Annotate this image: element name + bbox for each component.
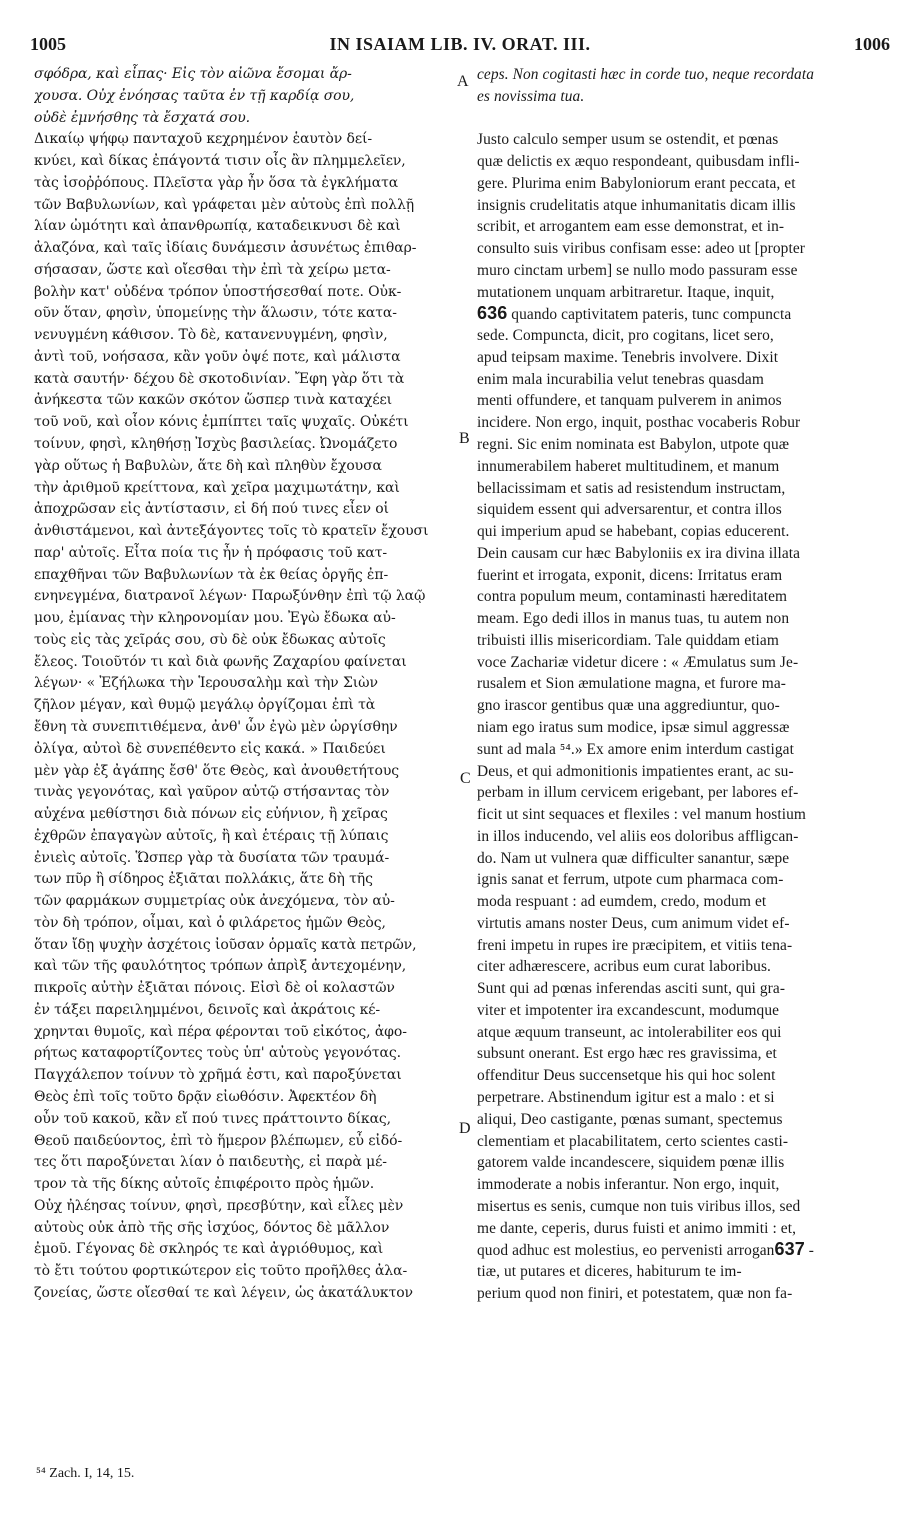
- text-line: κατὰ σαυτήν· δέχου δὲ σκοτοδινίαν. Ἔφη γὰρ ὅτι τὰ: [34, 370, 405, 387]
- verse-line: es novissima tua.: [477, 87, 585, 105]
- text-line: λίαν ὠμότητι καὶ ἀπανθρωπίᾳ, καταδεικνυσι δὲ καὶ: [34, 218, 401, 235]
- text-line: contra populum meum, contaminasti hæreditatem: [477, 588, 788, 606]
- text-line: quæ delictis ex æquo respondeant, quibusdam infli-: [477, 153, 800, 171]
- text-line: meam. Ego dedi illos in manus tuas, tu autem non: [477, 610, 790, 628]
- text-line: ἀντὶ τοῦ, νοήσασα, κἂν γοῦν ὀψέ ποτε, καὶ μάλιστα: [34, 348, 401, 365]
- text-line: τὰς ἰσοῤῥόπους. Πλεῖστα γὰρ ἦν ὅσα τὰ ἐγκλήματα: [34, 174, 399, 191]
- text-line: virtutis amans noster Deus, cum animum videt ef-: [477, 914, 790, 932]
- text-line: μου, ἐμίανας τὴν κληρονομίαν μου. Ἐγὼ ἔδωκα αὐ-: [34, 610, 396, 627]
- text-line: τῶν φαρμάκων συμμετρίας οὐκ ἀνεχόμενα, τὸν αὐ-: [34, 893, 395, 910]
- text-line: ἀποχρῶσαν εἰς ἀντίστασιν, εἰ δή πού τινες εἶεν οἱ: [34, 501, 389, 518]
- text-line: gatorem valde incandescere, siquidem pœnæ illis: [477, 1154, 785, 1172]
- verse-line: ceps. Non cogitasti hæc in corde tuo, neque recordata: [477, 66, 814, 83]
- text-line: αὐτοὺς οὐκ ἀπὸ τῆς σῆς ἰσχύος, δόντος δὲ μᾶλλον: [34, 1219, 390, 1236]
- text-line: offenditur Deus succensetque his qui hoc solent: [477, 1067, 776, 1085]
- text-line: niam ego iratus sum modice, ipsæ simul aggressæ: [477, 718, 790, 736]
- text-line: ἐχθρῶν ἐπαγαγὼν αὐτοῖς, ἢ καὶ ἑτέραις τῇ λύπαις: [34, 827, 389, 844]
- text-line: mutationem unquam arbitraretur. Itaque, inquit,: [477, 283, 775, 301]
- text-line: citer adhærescere, acribus eum curat laboribus.: [477, 958, 772, 976]
- text-line: moda respuant : ad eumdem, credo, modum et: [477, 893, 767, 911]
- text-line: τοὺς εἰς τὰς χεῖράς σου, σὺ δὲ οὐκ ἔδωκας αὐτοῖς: [34, 631, 386, 648]
- page-mark-637: 637: [774, 1239, 805, 1260]
- text-line: ἐν τάξει παρειλημμένοι, δεινοῖς καὶ ἀκράτοις κέ-: [34, 1001, 381, 1018]
- text-line: gno irascor gentibus quæ una aggrediuntur, quo-: [477, 697, 780, 715]
- text-line: regni. Sic enim nominata est Babylon, utpote quæ: [477, 436, 790, 454]
- text-line: Οὐχ ἠλέησας τοίνυν, φησὶ, πρεσβύτην, καὶ εἶλες μὲν: [34, 1197, 404, 1214]
- text-line: ficit ut sint sequaces et flexiles : vel manum hostium: [477, 806, 806, 824]
- page-number-right: 1006: [854, 34, 890, 54]
- text-line: subsunt onerant. Est ergo hæc res gravissima, et: [477, 1045, 777, 1063]
- text-line: bellacissimam et satis ad resistendum instructam,: [477, 479, 786, 497]
- text-line: Sunt qui ad pœnas inferendas asciti sunt, qui gra-: [477, 980, 786, 998]
- text-line: τὸν δὴ τρόπον, οἶμαι, καὶ ὁ φιλάρετος ἡμῶν Θεὸς,: [34, 914, 386, 931]
- text-line: νενυγμένη κάθισον. Τὸ δὲ, κατανενυγμένη, φησὶν,: [34, 327, 388, 344]
- text-line: tiæ, ut putares et diceres, habiturum te im-: [477, 1263, 742, 1281]
- text-line: τρον τὰ τῆς δίκης αὐτοῖς ἐπιφέροιτο πρὸς ἡμῶν.: [34, 1176, 375, 1193]
- verse-line: οὐδὲ ἐμνήσθης τὰ ἔσχατά σου.: [34, 109, 250, 126]
- verse-line: χουσα. Οὐχ ἐνόησας ταῦτα ἐν τῇ καρδίᾳ σου,: [34, 87, 355, 104]
- text-line: quod adhuc est molestius, eo pervenisti arrogan637 -: [477, 1239, 815, 1260]
- text-line: menti offundere, et tanquam pulverem in animos: [477, 392, 782, 410]
- text-line: καὶ τῶν τῆς φαυλότητος τρόπων ἀπρὶξ ἀντεχομένην,: [34, 958, 407, 975]
- running-header: [30, 34, 890, 56]
- text-line: aliqui, Deo castigante, pœnas sumant, spectemus: [477, 1110, 783, 1128]
- text-line: misertus es senis, cumque non tuis viribus illos, sed: [477, 1197, 801, 1215]
- text-line: in illos inducendo, vel aliis eos doloribus affligcan-: [477, 827, 799, 845]
- text-line: βολὴν κατ' οὐδένα τρόπον ὑποστήσεσθαί ποτε. Οὐκ-: [34, 283, 402, 300]
- text-line: τῶν Βαβυλωνίων, καὶ γράφεται μὲν αὐτοὺς ἐπὶ πολλῇ: [34, 196, 415, 213]
- page-number-left: 1005: [30, 34, 66, 54]
- text-line: tribuisti illis misericordiam. Tale quiddam etiam: [477, 631, 779, 649]
- text-line: Deus, et qui admonitionis impatientes erant, ac su-: [477, 762, 794, 780]
- text-line: οὖν τοῦ κακοῦ, κἂν εἴ πού τινες πράττοιντο δίκας,: [34, 1110, 392, 1127]
- text-line: ἔθνη τὰ συνεπιτιθέμενα, ἀνθ' ὧν ἐγὼ μὲν ὠργίσθην: [34, 718, 398, 735]
- text-line: παρ' αὐτοῖς. Εἶτα ποία τις ἦν ἡ πρόφασις τοῦ κατ-: [34, 544, 388, 561]
- text-line: ἀνήκεστα τῶν κακῶν σκότον ὥσπερ τινὰ καταχέει: [34, 392, 393, 409]
- text-line: ἀλαζόνα, καὶ ταῖς ἰδίαις δυνάμεσιν ἀσυνέτως ἐπιθαρ-: [34, 240, 417, 257]
- text-line: ρήτως καταφορτίζοντες τοὺς ὑπ' αὐτοὺς γεγονότας.: [34, 1045, 401, 1062]
- text-line: Dein causam cur hæc Babyloniis ex ira divina illata: [477, 544, 801, 562]
- text-line: χρηνται θυμοῖς, καὶ πέρα φέρονται τοῦ εἰκότος, ἀφο-: [34, 1023, 407, 1040]
- text-line: muro cinctam urbem] se nullo modo passuram esse: [477, 261, 798, 279]
- section-marker-c: C: [460, 770, 471, 787]
- text-line: qui imperium apud se habebant, copias educerent.: [477, 523, 790, 541]
- text-line: sunt ad mala ⁵⁴.» Ex amore enim interdum castigat: [477, 740, 794, 758]
- text-line: enim mala incurabilia velut tenebras quasdam: [477, 370, 764, 388]
- text-line: ἀνθιστάμενοι, καὶ ἀντεξάγοντες τοῖς τὸ κρατεῖν ἔχουσι: [34, 523, 429, 540]
- text-line: τὸ ἔτι τούτου φορτικώτερον εἰς τοῦτο προῆλθες ἀλα-: [34, 1263, 408, 1280]
- text-line: Δικαίῳ ψήφῳ πανταχοῦ κεχρημένον ἑαυτὸν δεί-: [34, 131, 373, 148]
- text-line: Θεοῦ παιδεύοντος, ἐπὶ τὸ ἥμερον βλέπωμεν, εὖ εἰδό-: [34, 1132, 403, 1149]
- text-line: τες ὅτι παροξύνεται λίαν ὁ παιδευτὴς, εἰ παρὰ μέ-: [34, 1154, 387, 1171]
- text-line: consulto suis viribus confisam esse: adeo ut [propter: [477, 240, 806, 258]
- text-line: σήσασαν, ὥστε καὶ οἴεσθαι τὴν ἐπὶ τὰ χείρω μετα-: [34, 261, 391, 278]
- latin-column: [477, 64, 889, 1305]
- text-line: ὀλίγα, αὐτοὶ δὲ συνεπέθεντο εἰς κακά. » Παιδεύει: [34, 740, 386, 757]
- verse-line: σφόδρα, καὶ εἶπας· Εἰς τὸν αἰῶνα ἔσομαι ἄρ-: [34, 66, 352, 82]
- text-line: επαχθῆναι τῶν Βαβυλωνίων τὰ ἐκ θείας ὀργῆς ἐπ-: [34, 566, 389, 583]
- page-mark-636: 636: [477, 303, 508, 324]
- text-line: ὅταν ἴδῃ ψυχὴν ἀσχέτοις ἰοῦσαν ὁρμαῖς κατὰ πετρῶν,: [34, 936, 417, 953]
- text-line: viter et impotenter ira excandescunt, modumque: [477, 1001, 780, 1019]
- text-line: me dante, ceperis, durus fuisti et animo immiti : et,: [477, 1219, 797, 1237]
- text-line: ignis sanat et ferrum, utpote cum pharmaca com-: [477, 871, 784, 889]
- text-line: Θεὸς ἐπὶ τοῖς τοῦτο δρᾷν εἰωθόσιν. Ἀφεκτέον δὴ: [34, 1088, 377, 1105]
- text-line: perpetrare. Abstinendum igitur est a malo : et si: [477, 1088, 775, 1106]
- text-line: clementiam et placabilitatem, certo scientes casti-: [477, 1132, 789, 1150]
- footnote: ⁵⁴ Zach. I, 14, 15.: [36, 1466, 135, 1481]
- text-line: siquidem essent qui adversarentur, et contra illos: [477, 501, 782, 519]
- text-line: 636 quando captivitatem pateris, tunc compuncta: [477, 303, 792, 324]
- text-line: incidere. Non ergo, inquit, posthac vocaberis Robur: [477, 414, 801, 432]
- text-line: voce Zachariæ videtur dicere : « Æmulatus sum Je-: [477, 653, 799, 671]
- running-title: IN ISAIAM LIB. IV. ORAT. III.: [329, 34, 591, 54]
- section-marker-d: D: [459, 1120, 471, 1137]
- text-line: τοῦ νοῦ, καὶ οἷον κόνις ἐμπίπτει ταῖς ψυχαῖς. Οὐκέτι: [34, 414, 409, 431]
- text-line: apud teipsam maxime. Tenebris involvere. Dixit: [477, 348, 779, 366]
- text-line: fuerint et irrogata, exponit, dicens: Irritatus eram: [477, 566, 783, 584]
- text-line: ἐνιεὶς αὐτοῖς. Ὥσπερ γὰρ τὰ δυσίατα τῶν τραυμά-: [34, 849, 390, 866]
- text-line: do. Nam ut vulnera quæ difficulter sanantur, sæpe: [477, 849, 790, 867]
- text-line: τινὰς γεγονότας, καὶ γαῦρον αὐτῷ στήσαντας τὸν: [34, 784, 390, 801]
- text-line: κνύει, καὶ δίκας ἐπάγοντά τισιν οἷς ἂν πλημμελεῖεν,: [34, 153, 406, 170]
- text-line: innumerabilem haberet multitudinem, et manum: [477, 457, 780, 475]
- text-line: Παγχάλεπον τοίνυν τὸ χρῆμά ἐστι, καὶ παροξύνεται: [34, 1067, 402, 1084]
- greek-column: [34, 64, 455, 1305]
- text-line: Justo calculo semper usum se ostendit, et pœnas: [477, 131, 779, 149]
- text-line: scribit, et arrogantem eam esse demonstrat, et in-: [477, 218, 785, 236]
- text-line: atque æquum transeunt, ac intolerabiliter eos qui: [477, 1023, 782, 1041]
- text-line: τοίνυν, φησὶ, κληθήσῃ Ἰσχὺς βασιλείας. Ὠνομάζετο: [34, 436, 398, 453]
- section-marker-b: B: [459, 430, 470, 447]
- text-line: ζῆλον μέγαν, καὶ θυμῷ μεγάλῳ ὀργίζομαι ἐπὶ τὰ: [34, 697, 376, 714]
- paragraph-gap: [477, 108, 889, 130]
- text-line: gere. Plurima enim Babyloniorum erant peccata, et: [477, 174, 796, 192]
- text-line: λέγων· « Ἐζήλωκα τὴν Ἱερουσαλὴμ καὶ τὴν Σιὼν: [34, 675, 378, 692]
- text-line: τὴν ἀριθμοῦ κρείττονα, καὶ χεῖρα μαχιμωτάτην, καὶ: [34, 479, 400, 496]
- text-line: γὰρ οὕτως ἡ Βαβυλὼν, ἅτε δὴ καὶ πληθὺν ἔχουσα: [34, 457, 382, 474]
- section-marker-a: A: [457, 73, 469, 90]
- text-line: freni impetu in rupes ire præcipitem, et vitiis tena-: [477, 936, 793, 954]
- text-line: immoderate a nobis inferantur. Non ergo, inquit,: [477, 1176, 780, 1194]
- text-line: ἐμοῦ. Γέγονας δὲ σκληρός τε καὶ ἀγριόθυμος, καὶ: [34, 1241, 384, 1258]
- text-line: sede. Compuncta, dicit, pro cogitans, licet sero,: [477, 327, 774, 345]
- text-line: αὐχένα μεθίστησι διὰ πόνων εἰς εὐήνιον, ἢ χεῖρας: [34, 806, 388, 823]
- text-line: πικροῖς αὐτὴν ἐξιᾶται πόνοις. Εἰσὶ δὲ οἱ κολαστῶν: [34, 980, 395, 997]
- text-line: των πῦρ ἢ σίδηρος ἐξιᾶται πολλάκις, ἅτε δὴ τῆς: [34, 871, 373, 888]
- text-line: ενηνεγμένα, διατρανοῖ λέγων· Παρωξύνθην ἐπὶ τῷ λαῷ: [34, 588, 426, 605]
- text-line: ἔλεος. Τοιοῦτόν τι καὶ διὰ φωνῆς Ζαχαρίου φαίνεται: [34, 653, 407, 670]
- text-line: μὲν γὰρ ἐξ ἀγάπης ἔσθ' ὅτε Θεὸς, καὶ ἀνουθετήτους: [34, 762, 399, 779]
- text-line: perbam in illum cervicem erigebant, per labores ef-: [477, 784, 799, 802]
- text-line: οῦν ὅταν, φησὶν, ὑπομείνῃς τὴν ἅλωσιν, τότε κατα-: [34, 305, 397, 322]
- text-line: perium quod non finiri, et potestatem, quæ non fa-: [477, 1284, 793, 1302]
- text-line: ζονείας, ὥστε οἴεσθαί τε καὶ λέγειν, ὡς ἀκατάλυκτον: [34, 1284, 413, 1301]
- text-line: insignis crudelitatis atque inhumanitatis dicam illis: [477, 196, 796, 214]
- text-line: rusalem et Sion æmulatione magna, et furore ma-: [477, 675, 787, 693]
